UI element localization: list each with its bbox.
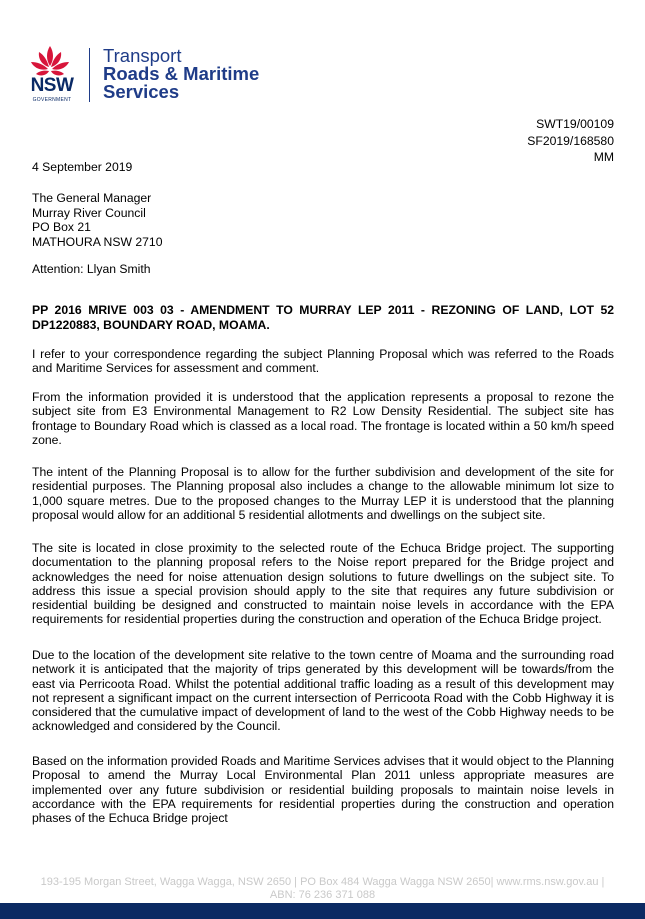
agency-name-line2: Roads & Maritime — [103, 63, 260, 84]
footer-bar — [0, 903, 645, 919]
body-paragraph: I refer to your correspondence regarding the subject Planning Proposal which was referred to the Roads and Maritime Services for assessment and comment. — [32, 347, 614, 376]
reference-numbers — [527, 116, 614, 166]
government-wordmark: GOVERNMENT — [32, 97, 72, 103]
recipient-line: MATHOURA NSW 2710 — [32, 234, 163, 249]
footer-address — [0, 876, 645, 902]
nsw-wordmark: NSW — [30, 75, 74, 96]
reference-initials: MM — [593, 150, 614, 164]
body-paragraph: Due to the location of the development site relative to the town centre of Moama and the surrounding road network it is anticipated that the majority of trips generated by this development will be towards/from the east via Perricoota Road. Whilst the potential additional traffic loading as a result of this development may not represent a significant impact on the current intersection of Perricoota Road with the Cobb Highway it is considered that the cumulative impact of development of land to the west of the Cobb Highway needs to be acknowledged and considered by the Council. — [32, 648, 614, 734]
attention-line: Attention: Llyan Smith — [32, 262, 151, 276]
footer-address-line: 193-195 Morgan Street, Wagga Wagga, NSW 2650 | PO Box 484 Wagga Wagga NSW 2650| www.rms.nsw.gov.au | — [40, 876, 605, 888]
logo-divider — [89, 48, 90, 102]
body-paragraph: The intent of the Planning Proposal is to allow for the further subdivision and development of the site for residential purposes. The Planning proposal also includes a change to the allowable minimum lot size to 1,000 square metres. Due to the proposed changes to the Murray LEP it is understood that the planning proposal would allow for an additional 5 residential allotments and dwellings on the subject site. — [32, 465, 614, 522]
recipient-address — [32, 191, 162, 249]
letter-date: 4 September 2019 — [32, 160, 133, 174]
recipient-line: The General Manager — [32, 191, 152, 205]
footer-abn: ABN: 76 236 371 088 — [269, 889, 376, 901]
agency-name-line3: Services — [103, 81, 180, 102]
reference-file-number: SWT19/00109 — [536, 117, 614, 131]
recipient-line: Murray River Council — [32, 205, 146, 220]
agency-name — [103, 47, 259, 101]
recipient-line: PO Box 21 — [32, 220, 91, 234]
reference-sf-number: SF2019/168580 — [527, 133, 614, 148]
body-paragraph: Based on the information provided Roads and Maritime Services advises that it would object to the Planning Proposal to amend the Murray Local Environmental Plan 2011 unless appropriate measures are implemented over any future subdivision or residential building proposals to maintain noise levels in accordance with the EPA requirements for residential properties during the construction and operation phases of the Echuca Bridge project — [32, 754, 614, 826]
body-paragraph: From the information provided it is understood that the application represents a proposal to rezone the subject site from E3 Environmental Management to R2 Low Density Residential. The subject site has frontage to Boundary Road which is classed as a local road. The frontage is located within a 50 km/h speed zone. — [32, 390, 614, 447]
subject-heading: PP 2016 MRIVE 003 03 - AMENDMENT TO MURRAY LEP 2011 - REZONING OF LAND, LOT 52 DP1220883, BOUNDARY ROAD, MOAMA. — [32, 303, 614, 332]
agency-name-line1: Transport — [103, 45, 182, 66]
body-paragraph: The site is located in close proximity to the selected route of the Echuca Bridge project. The supporting documentation to the planning proposal refers to the Noise report prepared for the Bridge project and acknowledges the need for noise attenuation design solutions to future dwellings on the subject site. To address this issue a special provision should apply to the site that requires any future subdivision or residential building be designed and constructed to maintain noise levels in accordance with the EPA requirements for residential properties during the construction and operation of the Echuca Bridge project. — [32, 541, 614, 627]
